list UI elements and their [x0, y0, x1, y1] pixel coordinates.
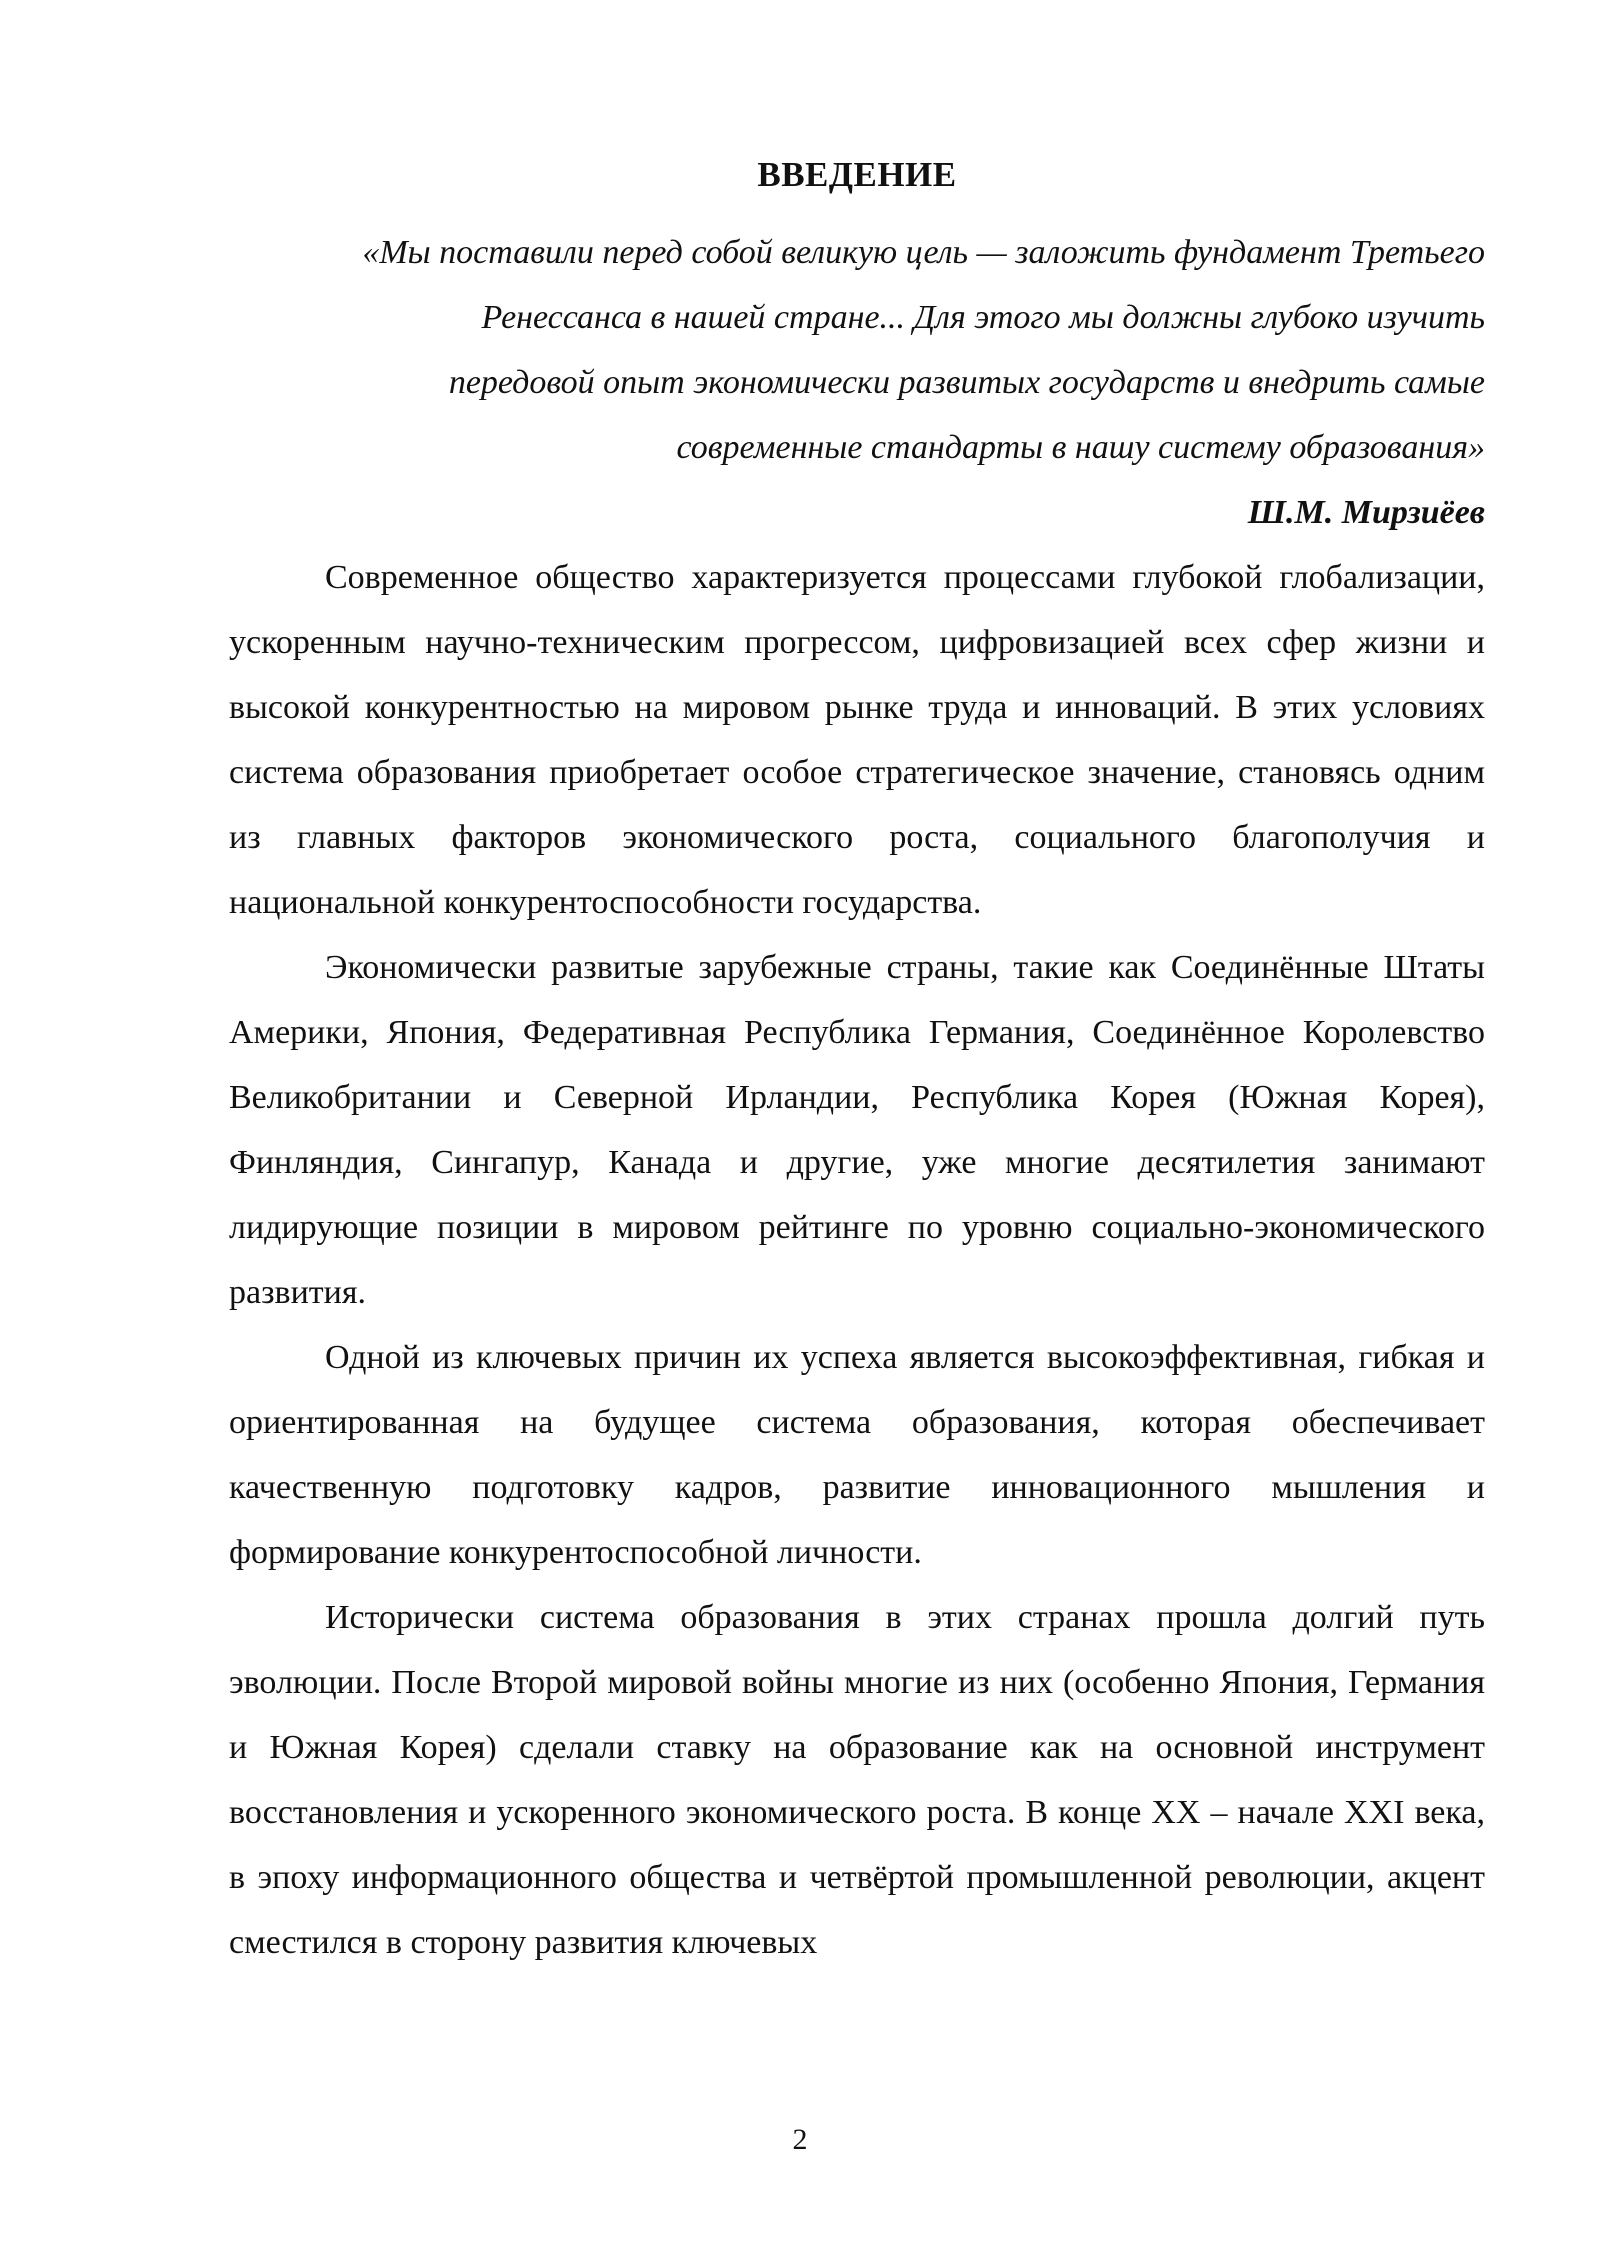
- epigraph-line: современные стандарты в нашу систему образования»: [676, 429, 1485, 466]
- body-paragraph: Современное общество характеризуется процессами глубокой глобализации, ускоренным научно-техническим прогрессом, цифровизацией всех сфер жизни и высокой конкурентностью на мировом рынке труда и инноваций. В этих условиях система образования приобретает особое стратегическое значение, становясь одним из главных факторов экономического роста, социального благополучия и национальной конкурентоспособности государства.: [229, 559, 1485, 921]
- body-paragraph: Экономически развитые зарубежные страны, такие как Соединённые Штаты Америки, Япония, Федеративная Республика Германия, Соединённое Королевство Великобритании и Северной Ирландии, Республика Корея (Южная Корея), Финляндия, Сингапур, Канада и другие, уже многие десятилетия занимают лидирующие позиции в мировом рейтинге по уровню социально-экономического развития.: [229, 949, 1485, 1311]
- epigraph-line: Ренессанса в нашей стране... Для этого мы должны глубоко изучить: [481, 299, 1485, 336]
- page-number: 2: [792, 2123, 808, 2156]
- epigraph-line: передовой опыт экономически развитых государств и внедрить самые: [448, 364, 1485, 401]
- epigraph: [229, 220, 1485, 480]
- page-content: [229, 150, 1485, 1975]
- body-paragraph: Одной из ключевых причин их успеха является высокоэффективная, гибкая и ориентированная на будущее система образования, которая обеспечивает качественную подготовку кадров, развитие инновационного мышления и формирование конкурентоспособной личности.: [229, 1339, 1485, 1571]
- section-title: ВВЕДЕНИЕ: [757, 155, 957, 194]
- body-paragraph: Исторически система образования в этих странах прошла долгий путь эволюции. После Второй мировой войны многие из них (особенно Япония, Германия и Южная Корея) сделали ставку на образование как на основной инструмент восстановления и ускоренного экономического роста. В конце XX – начале XXI века, в эпоху информационного общества и четвёртой промышленной революции, акцент сместился в сторону развития ключевых: [229, 1599, 1485, 1961]
- epigraph-author: Ш.М. Мирзиёев: [1247, 494, 1485, 531]
- epigraph-line: «Мы поставили перед собой великую цель — заложить фундамент Третьего: [362, 234, 1485, 271]
